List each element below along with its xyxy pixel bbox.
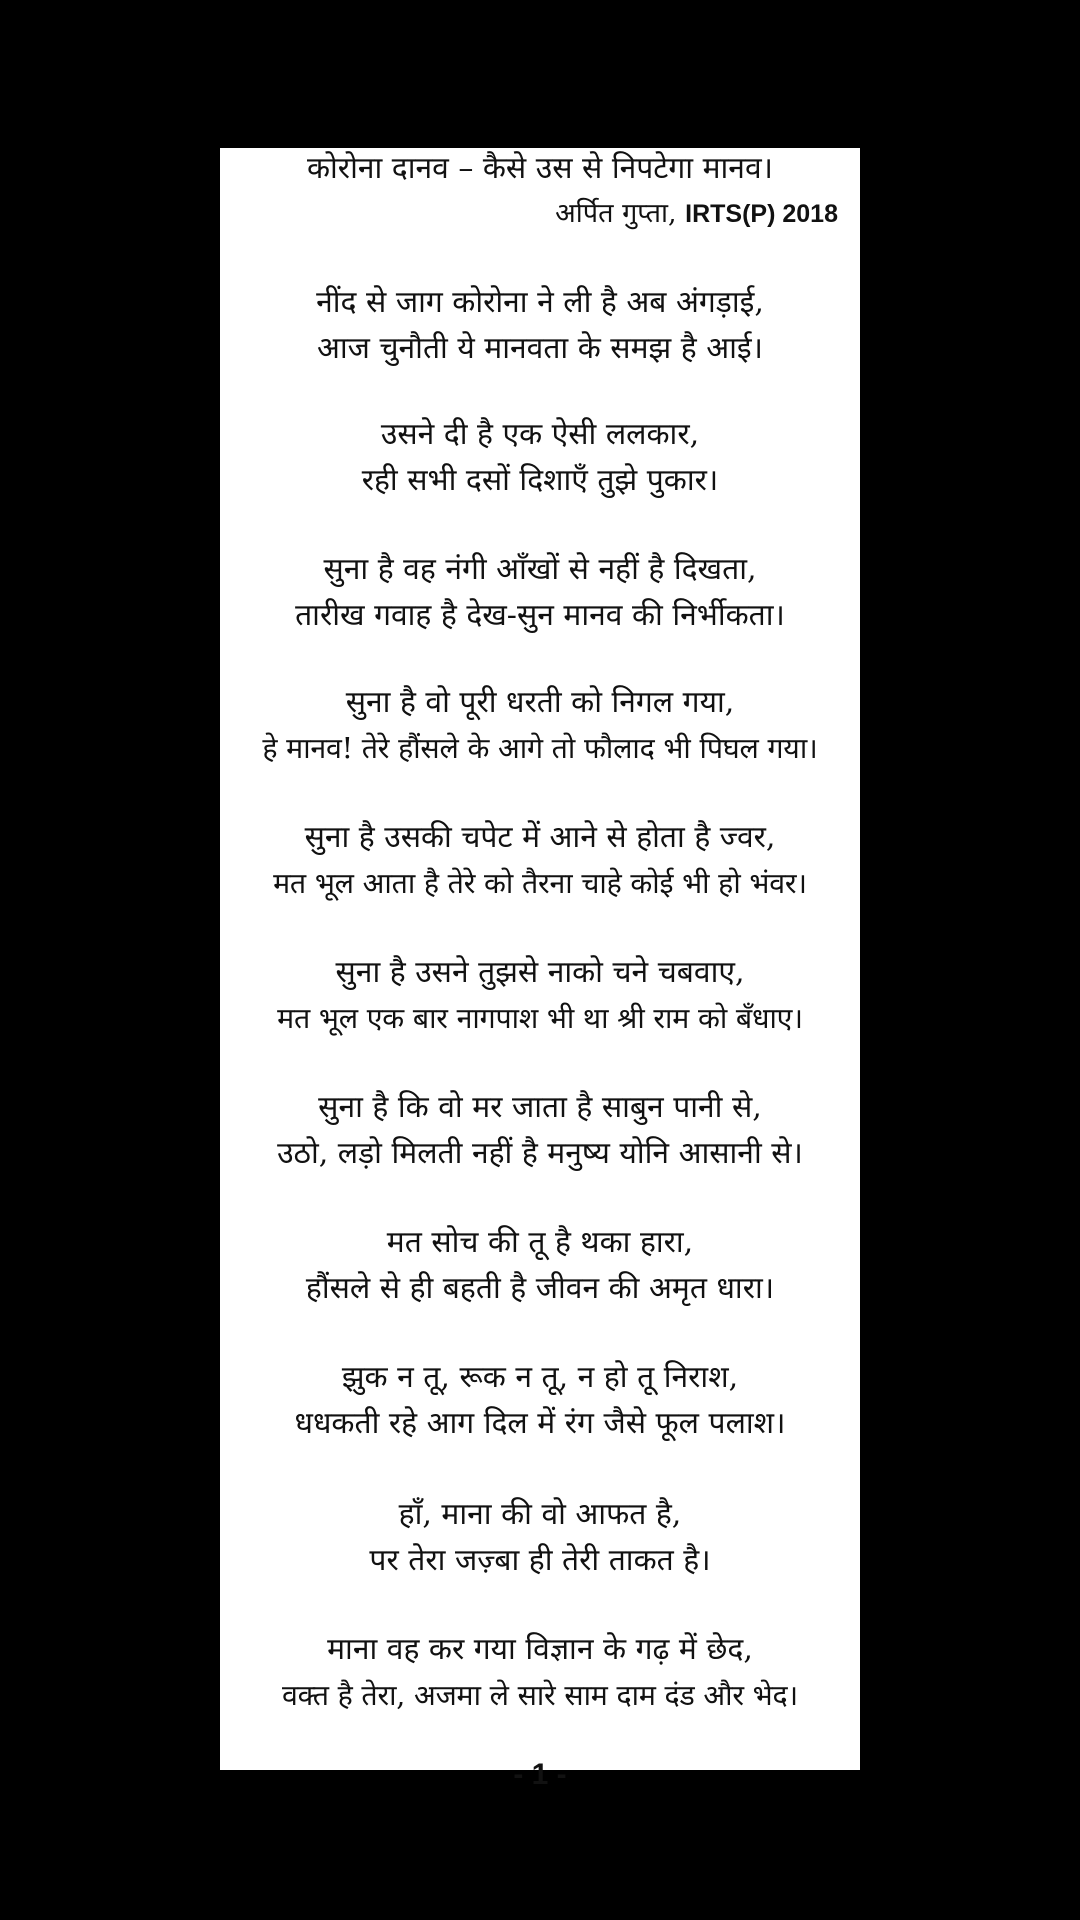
poem-line: वक्त है तेरा, अजमा ले सारे साम दाम दंड और भेद। [281, 1679, 799, 1712]
page-number: - 1 - [513, 1758, 567, 1784]
poem-line: माना वह कर गया विज्ञान के गढ़ में छेद, [327, 1632, 753, 1667]
poem-line: मत भूल आता है तेरे को तैरना चाहे कोई भी हो भंवर। [273, 867, 807, 900]
poem-line: धधकती रहे आग दिल में रंग जैसे फूल पलाश। [294, 1406, 786, 1441]
stanza-2 [214, 412, 866, 504]
stanza-11 [214, 1627, 866, 1719]
poem-line: रही सभी दसों दिशाएँ तुझे पुकार। [361, 463, 719, 498]
author-service-tag: IRTS(P) 2018 [685, 200, 838, 228]
stanza-10 [214, 1492, 866, 1584]
poem-line: पर तेरा जज़्बा ही तेरी ताकत है। [369, 1543, 711, 1578]
stanza-3 [214, 547, 866, 639]
poem-line: हाँ, माना की वो आफत है, [398, 1497, 682, 1532]
poem-line: सुना है उसने तुझसे नाको चने चबवाए, [335, 955, 745, 990]
poem-line: हे मानव! तेरे हौंसले के आगे तो फौलाद भी पिघल गया। [262, 732, 818, 765]
poem-line: मत सोच की तू है थका हारा, [386, 1225, 694, 1260]
poem-line: उठो, लड़ो मिलती नहीं है मनुष्य योनि आसानी से। [277, 1136, 803, 1171]
poem-line: सुना है कि वो मर जाता है साबुन पानी से, [318, 1090, 762, 1125]
poem-line: सुना है उसकी चपेट में आने से होता है ज्वर, [304, 820, 776, 855]
stanza-9 [214, 1355, 866, 1447]
stanza-4 [214, 680, 866, 772]
poem-line: तारीख गवाह है देख-सुन मानव की निर्भीकता। [295, 598, 785, 633]
stanza-8 [214, 1220, 866, 1312]
poem-line: हौंसले से ही बहती है जीवन की अमृत धारा। [305, 1271, 775, 1306]
document-page [220, 148, 860, 1784]
poem-title: कोरोना दानव – कैसे उस से निपटेगा मानव। [306, 151, 774, 186]
stanza-6 [214, 950, 866, 1042]
stanza-5 [214, 815, 866, 907]
poem-line: मत भूल एक बार नागपाश भी था श्री राम को बँधाए। [277, 1002, 803, 1035]
stanza-1 [214, 280, 866, 372]
poem-line: उसने दी है एक ऐसी ललकार, [380, 417, 700, 452]
poem-line: सुना है वो पूरी धरती को निगल गया, [345, 685, 735, 720]
stanza-7 [214, 1085, 866, 1177]
poem-line: आज चुनौती ये मानवता के समझ है आई। [317, 331, 763, 366]
poem-line: झुक न तू, रूक न तू, न हो तू निराश, [341, 1360, 739, 1395]
author-line [555, 194, 838, 234]
poem-line: नींद से जाग कोरोना ने ली है अब अंगड़ाई, [316, 285, 764, 320]
author-name: अर्पित गुप्ता, [555, 198, 677, 229]
poem-line: सुना है वह नंगी आँखों से नहीं है दिखता, [323, 552, 757, 587]
